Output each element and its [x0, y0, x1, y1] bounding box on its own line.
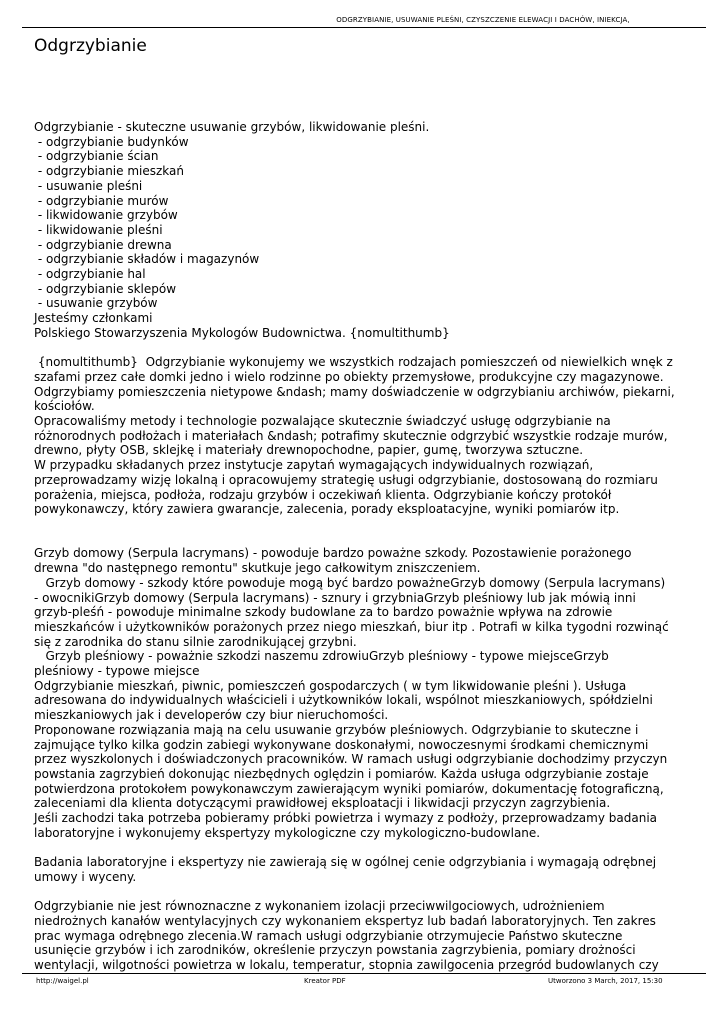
footer-generator: Kreator PDF: [304, 977, 346, 985]
footer-url: http://waigel.pl: [36, 977, 89, 985]
article-body: Odgrzybianie - skuteczne usuwanie grzybów, likwidowanie pleśni. - odgrzybianie budynków - odgrzybianie ścian - odgrzybianie mieszkań - usuwanie pleśni - odgrzybianie murów - likwidowanie grzybów - likwidowanie pleśni - odgrzybianie drewna - odgrzybianie składów i magazynów - odgrzybianie hal - odgrzybianie sklepów - usuwanie grzybów Jesteśmy członkami Polskiego Stowarzyszenia Mykologów Budownictwa. {nomultithumb} {nomultithumb} Odgrzybianie wykonujemy we wszystkich rodzajach pomieszczeń od niewielkich wnęk z szafami przez całe domki jedno i wielo rodzinne po obiekty przemysłowe, produkcyjne czy magazynowe. Odgrzybiamy pomieszczenia nietypowe &ndash; mamy doświadczenie w odgrzybianiu archiwów, piekarni, kościołów. Opracowaliśmy metody i technologie pozwalające skutecznie świadczyć usługę odgrzybianie na różnorodnych podłożach i materiałach &ndash; potrafimy skutecznie odgrzybić wszystkie rodzaje murów, drewno, płyty OSB, sklejkę i materiały drewnopochodne, papier, gumę, tworzywa sztuczne. W przypadku składanych przez instytucje zapytań wymagających indywidualnych rozwiązań, przeprowadzamy wizję lokalną i opracowujemy strategię usługi odgrzybianie, dostosowaną do rozmiaru porażenia, miejsca, podłoża, rodzaju grzybów i oczekiwań klienta. Odgrzybianie kończy protokół powykonawczy, który zawiera gwarancje, zalecenia, porady eksploatacyjne, wyniki pomiarów itp. Grzyb domowy (Serpula lacrymans) - powoduje bardzo poważne szkody. Pozostawienie porażonego drewna "do następnego remontu" skutkuje jego całkowitym zniszczeniem. Grzyb domowy - szkody które powoduje mogą być bardzo poważneGrzyb domowy (Serpula lacrymans) - owocnikiGrzyb domowy (Serpula lacrymans) - sznury i grzybniaGrzyb pleśniowy lub jak mówią inni grzyb-pleśń - powoduje minimalne szkody budowlane za to bardzo poważnie wpływa na zdrowie mieszkańców i użytkowników porażonych przez niego mieszkań, biur itp . Potrafi w kilka tygodni rozwinąć się z zarodnika do stanu silnie zarodnikującej grzybni. Grzyb pleśniowy - poważnie szkodzi naszemu zdrowiuGrzyb pleśniowy - typowe miejsceGrzyb pleśniowy - typowe miejsce Odgrzybianie mieszkań, piwnic, pomieszczeń gospodarczych ( w tym likwidowanie pleśni ). Usługa adresowana do indywidualnych właścicieli i użytkowników lokali, wspólnot mieszkaniowych, spółdzielni mieszkaniowych jak i developerów czy biur nieruchomości. Proponowane rozwiązania mają na celu usuwanie grzybów pleśniowych. Odgrzybianie to skuteczne i zajmujące tylko kilka godzin zabiegi wykonywane doskonałymi, nowoczesnymi środkami chemicznymi przez wyszkolonych i doświadczonych pracowników. W ramach usługi odgrzybianie dochodzimy przyczyn powstania zagrzybień dokonując niezbędnych oględzin i pomiarów. Każda usługa odgrzybianie zostaje potwierdzona protokołem powykonawczym zawierającym wyniki pomiarów, dokumentację fotograficzną, zaleceniami dla klienta dotyczącymi prawidłowej eksploatacji i likwidacji przyczyn zagrzybienia. Jeśli zachodzi taka potrzeba pobieramy próbki powietrza i wymazy z podłoży, przeprowadzamy badania laboratoryjne i wykonujemy ekspertyzy mykologiczne czy mykologiczno-budowlane. Badania laboratoryjne i ekspertyzy nie zawierają się w ogólnej cenie odgrzybiania i wymagają odrębnej umowy i wyceny. Odgrzybianie nie jest równoznaczne z wykonaniem izolacji przeciwwilgociowych, udrożnieniem niedrożnych kanałów wentylacyjnych czy wykonaniem ekspertyz lub badań laboratoryjnych. Ten zakres prac wymaga odrębnego zlecenia.W ramach usługi odgrzybianie otrzymujecie Państwo skuteczne usunięcie grzybów i ich zarodników, określenie przyczyn powstania zagrzybienia, pomiary drożności wentylacji, wilgotności powietrza w lokalu, temperatur, stopnia zawilgocenia przegród budowlanych czy: [34, 120, 675, 973]
footer-divider: [22, 973, 706, 974]
page-title: Odgrzybianie: [34, 36, 147, 56]
header-divider: [22, 27, 706, 28]
footer-created-date: Utworzono 3 March, 2017, 15:30: [548, 977, 663, 985]
running-header: ODGRZYBIANIE, USUWANIE PLEŚNI, CZYSZCZENIE ELEWACJI I DACHÓW, INIEKCJA,: [336, 16, 630, 24]
